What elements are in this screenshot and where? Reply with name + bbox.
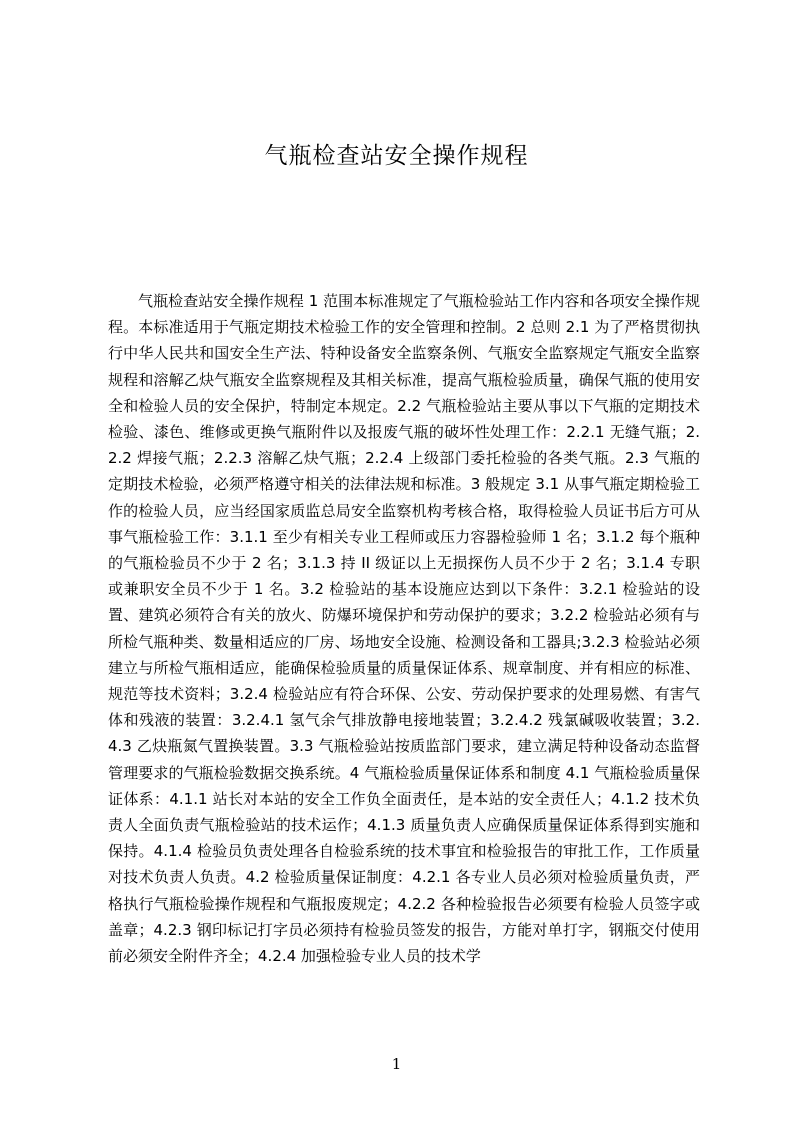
- page-title: 气瓶检查站安全操作规程: [264, 143, 529, 169]
- page-number: 1: [391, 1055, 402, 1073]
- body-paragraph: 气瓶检查站安全操作规程 1 范围本标准规定了气瓶检验站工作内容和各项安全操作规程。本标准适用于气瓶定期技术检验工作的安全管理和控制。2 总则 2.1 为了严格贯彻执行中华人民共和国安全生产法、特种设备安全监察条例、气瓶安全监察规定气瓶安全监察规程和溶解乙炔气瓶安全监察规程及其相关标准，提高气瓶检验质量，确保气瓶的使用安全和检验人员的安全保护，特制定本规定。2.2 气瓶检验站主要从事以下气瓶的定期技术检验、漆色、维修或更换气瓶附件以及报废气瓶的破坏性处理工作：2.2.1 无缝气瓶；2.2.2 焊接气瓶；2.2.3 溶解乙炔气瓶；2.2.4 上级部门委托检验的各类气瓶。2.3 气瓶的定期技术检验，必须严格遵守相关的法律法规和标准。3 般规定 3.1 从事气瓶定期检验工作的检验人员，应当经国家质监总局安全监察机构考核合格，取得检验人员证书后方可从事气瓶检验工作：3.1.1 至少有相关专业工程师或压力容器检验师 1 名；3.1.2 每个瓶种的气瓶检验员不少于 2 名；3.1.3 持 II 级证以上无损探伤人员不少于 2 名；3.1.4 专职或兼职安全员不少于 1 名。3.2 检验站的基本设施应达到以下条件：3.2.1 检验站的设置、建筑必须符合有关的放火、防爆环境保护和劳动保护的要求；3.2.2 检验站必须有与所检气瓶种类、数量相适应的厂房、场地安全设施、检测设备和工器具;3.2.3 检验站必须建立与所检气瓶相适应，能确保检验质量的质量保证体系、规章制度、并有相应的标准、规范等技术资料；3.2.4 检验站应有符合环保、公安、劳动保护要求的处理易燃、有害气体和残液的装置：3.2.4.1 氢气余气排放静电接地装置；3.2.4.2 残氯碱吸收装置；3.2.4.3 乙炔瓶氮气置换装置。3.3 气瓶检验站按质监部门要求，建立满足特种设备动态监督管理要求的气瓶检验数据交换系统。4 气瓶检验质量保证体系和制度 4.1 气瓶检验质量保证体系：4.1.1 站长对本站的安全工作负全面责任，是本站的安全责任人；4.1.2 技术负责人全面负责气瓶检验站的技术运作；4.1.3 质量负责人应确保质量保证体系得到实施和保持。4.1.4 检验员负责处理各自检验系统的技术事宜和检验报告的审批工作，工作质量对技术负责人负责。4.2 检验质量保证制度：4.2.1 各专业人员必须对检验质量负责，严格执行气瓶检验操作规程和气瓶报废规定；4.2.2 各种检验报告必须要有检验人员签字或盖章；4.2.3 钢印标记打字员必须持有检验员签发的报告，方能对单打字，钢瓶交付使用前必须安全附件齐全；4.2.4 加强检验专业人员的技术学: [108, 292, 700, 966]
